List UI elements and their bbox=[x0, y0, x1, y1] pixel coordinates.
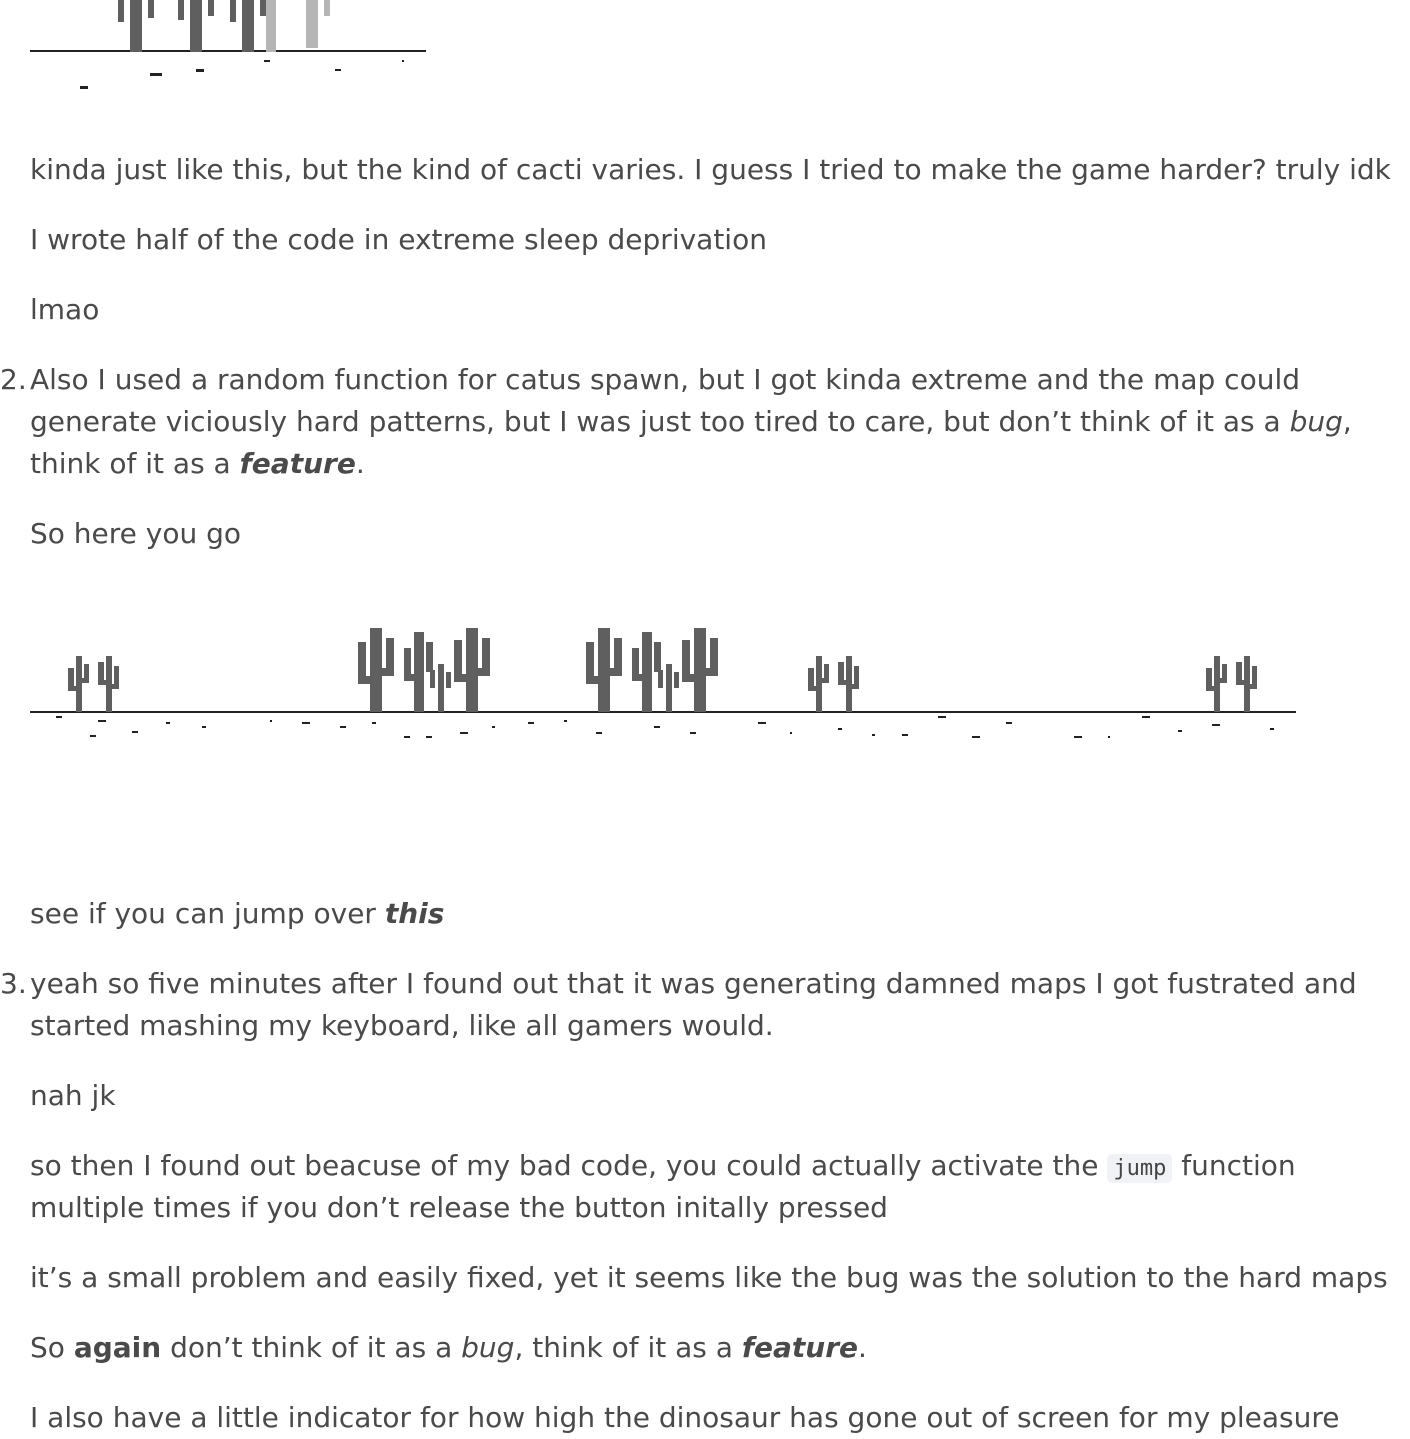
cactus-group-top-faded bbox=[266, 0, 330, 52]
emphasis-bug: bug bbox=[1289, 405, 1343, 438]
paragraph: So here you go bbox=[30, 517, 242, 550]
cactus-cluster-large-1 bbox=[358, 628, 490, 712]
text-run: see if you can jump over bbox=[30, 897, 385, 930]
text-run: generate viciously hard patterns, but I was just too tired to care, but don’t think of it as a bbox=[30, 405, 1290, 438]
paragraph bbox=[30, 1145, 1296, 1190]
paragraph: kinda just like this, but the kind of cacti varies. I guess I tried to make the game harder? truly idk bbox=[30, 153, 1391, 186]
paragraph: it’s a small problem and easily fixed, yet it seems like the bug was the solution to the hard maps bbox=[30, 1261, 1388, 1294]
text-run: don’t think of it as a bbox=[161, 1331, 462, 1364]
cactus-group-top bbox=[118, 0, 266, 52]
paragraph bbox=[30, 893, 444, 935]
ground-specks-top bbox=[80, 60, 404, 89]
paragraph: multiple times if you don’t release the button initally pressed bbox=[30, 1191, 888, 1224]
text-run: function bbox=[1172, 1149, 1296, 1182]
cactus-cluster-large-2 bbox=[586, 628, 718, 712]
text-run: , think of it as a bbox=[514, 1331, 742, 1364]
list-item-text bbox=[30, 443, 365, 485]
text-run: So bbox=[30, 1331, 74, 1364]
paragraph: lmao bbox=[30, 293, 100, 326]
game-image-top bbox=[30, 0, 430, 100]
bold-again: again bbox=[73, 1331, 162, 1364]
list-number: 2. bbox=[0, 363, 27, 396]
emphasis-this: this bbox=[384, 897, 445, 930]
ground-specks-main bbox=[56, 716, 1274, 738]
emphasis-feature: feature bbox=[741, 1331, 859, 1364]
paragraph bbox=[30, 1327, 867, 1369]
list-item-text bbox=[30, 401, 1352, 443]
paragraph: I also have a little indicator for how high the dinosaur has gone out of screen for my pleasure bbox=[30, 1401, 1340, 1434]
list-number: 3. bbox=[0, 967, 27, 1000]
cactus-cluster-small-3 bbox=[1206, 656, 1257, 712]
inline-code-jump: jump bbox=[1107, 1154, 1172, 1183]
emphasis-bug: bug bbox=[461, 1331, 515, 1364]
paragraph: nah jk bbox=[30, 1079, 116, 1112]
list-item-text: started mashing my keyboard, like all gamers would. bbox=[30, 1009, 774, 1042]
cactus-cluster-small-1 bbox=[68, 656, 119, 712]
text-run: . bbox=[858, 1331, 867, 1364]
text-run: , bbox=[1342, 405, 1352, 438]
text-run: . bbox=[355, 447, 365, 480]
text-run: so then I found out beacuse of my bad code, you could actually activate the bbox=[30, 1149, 1108, 1182]
emphasis-feature: feature bbox=[239, 447, 356, 480]
list-item-text: yeah so five minutes after I found out that it was generating damned maps I got fustrated and bbox=[30, 967, 1357, 1000]
paragraph: I wrote half of the code in extreme sleep deprivation bbox=[30, 223, 767, 256]
text-run: think of it as a bbox=[30, 447, 240, 480]
list-item-text: Also I used a random function for catus spawn, but I got kinda extreme and the map could bbox=[30, 363, 1300, 396]
cactus-cluster-small-2 bbox=[808, 656, 859, 712]
game-image-main bbox=[30, 620, 1300, 750]
